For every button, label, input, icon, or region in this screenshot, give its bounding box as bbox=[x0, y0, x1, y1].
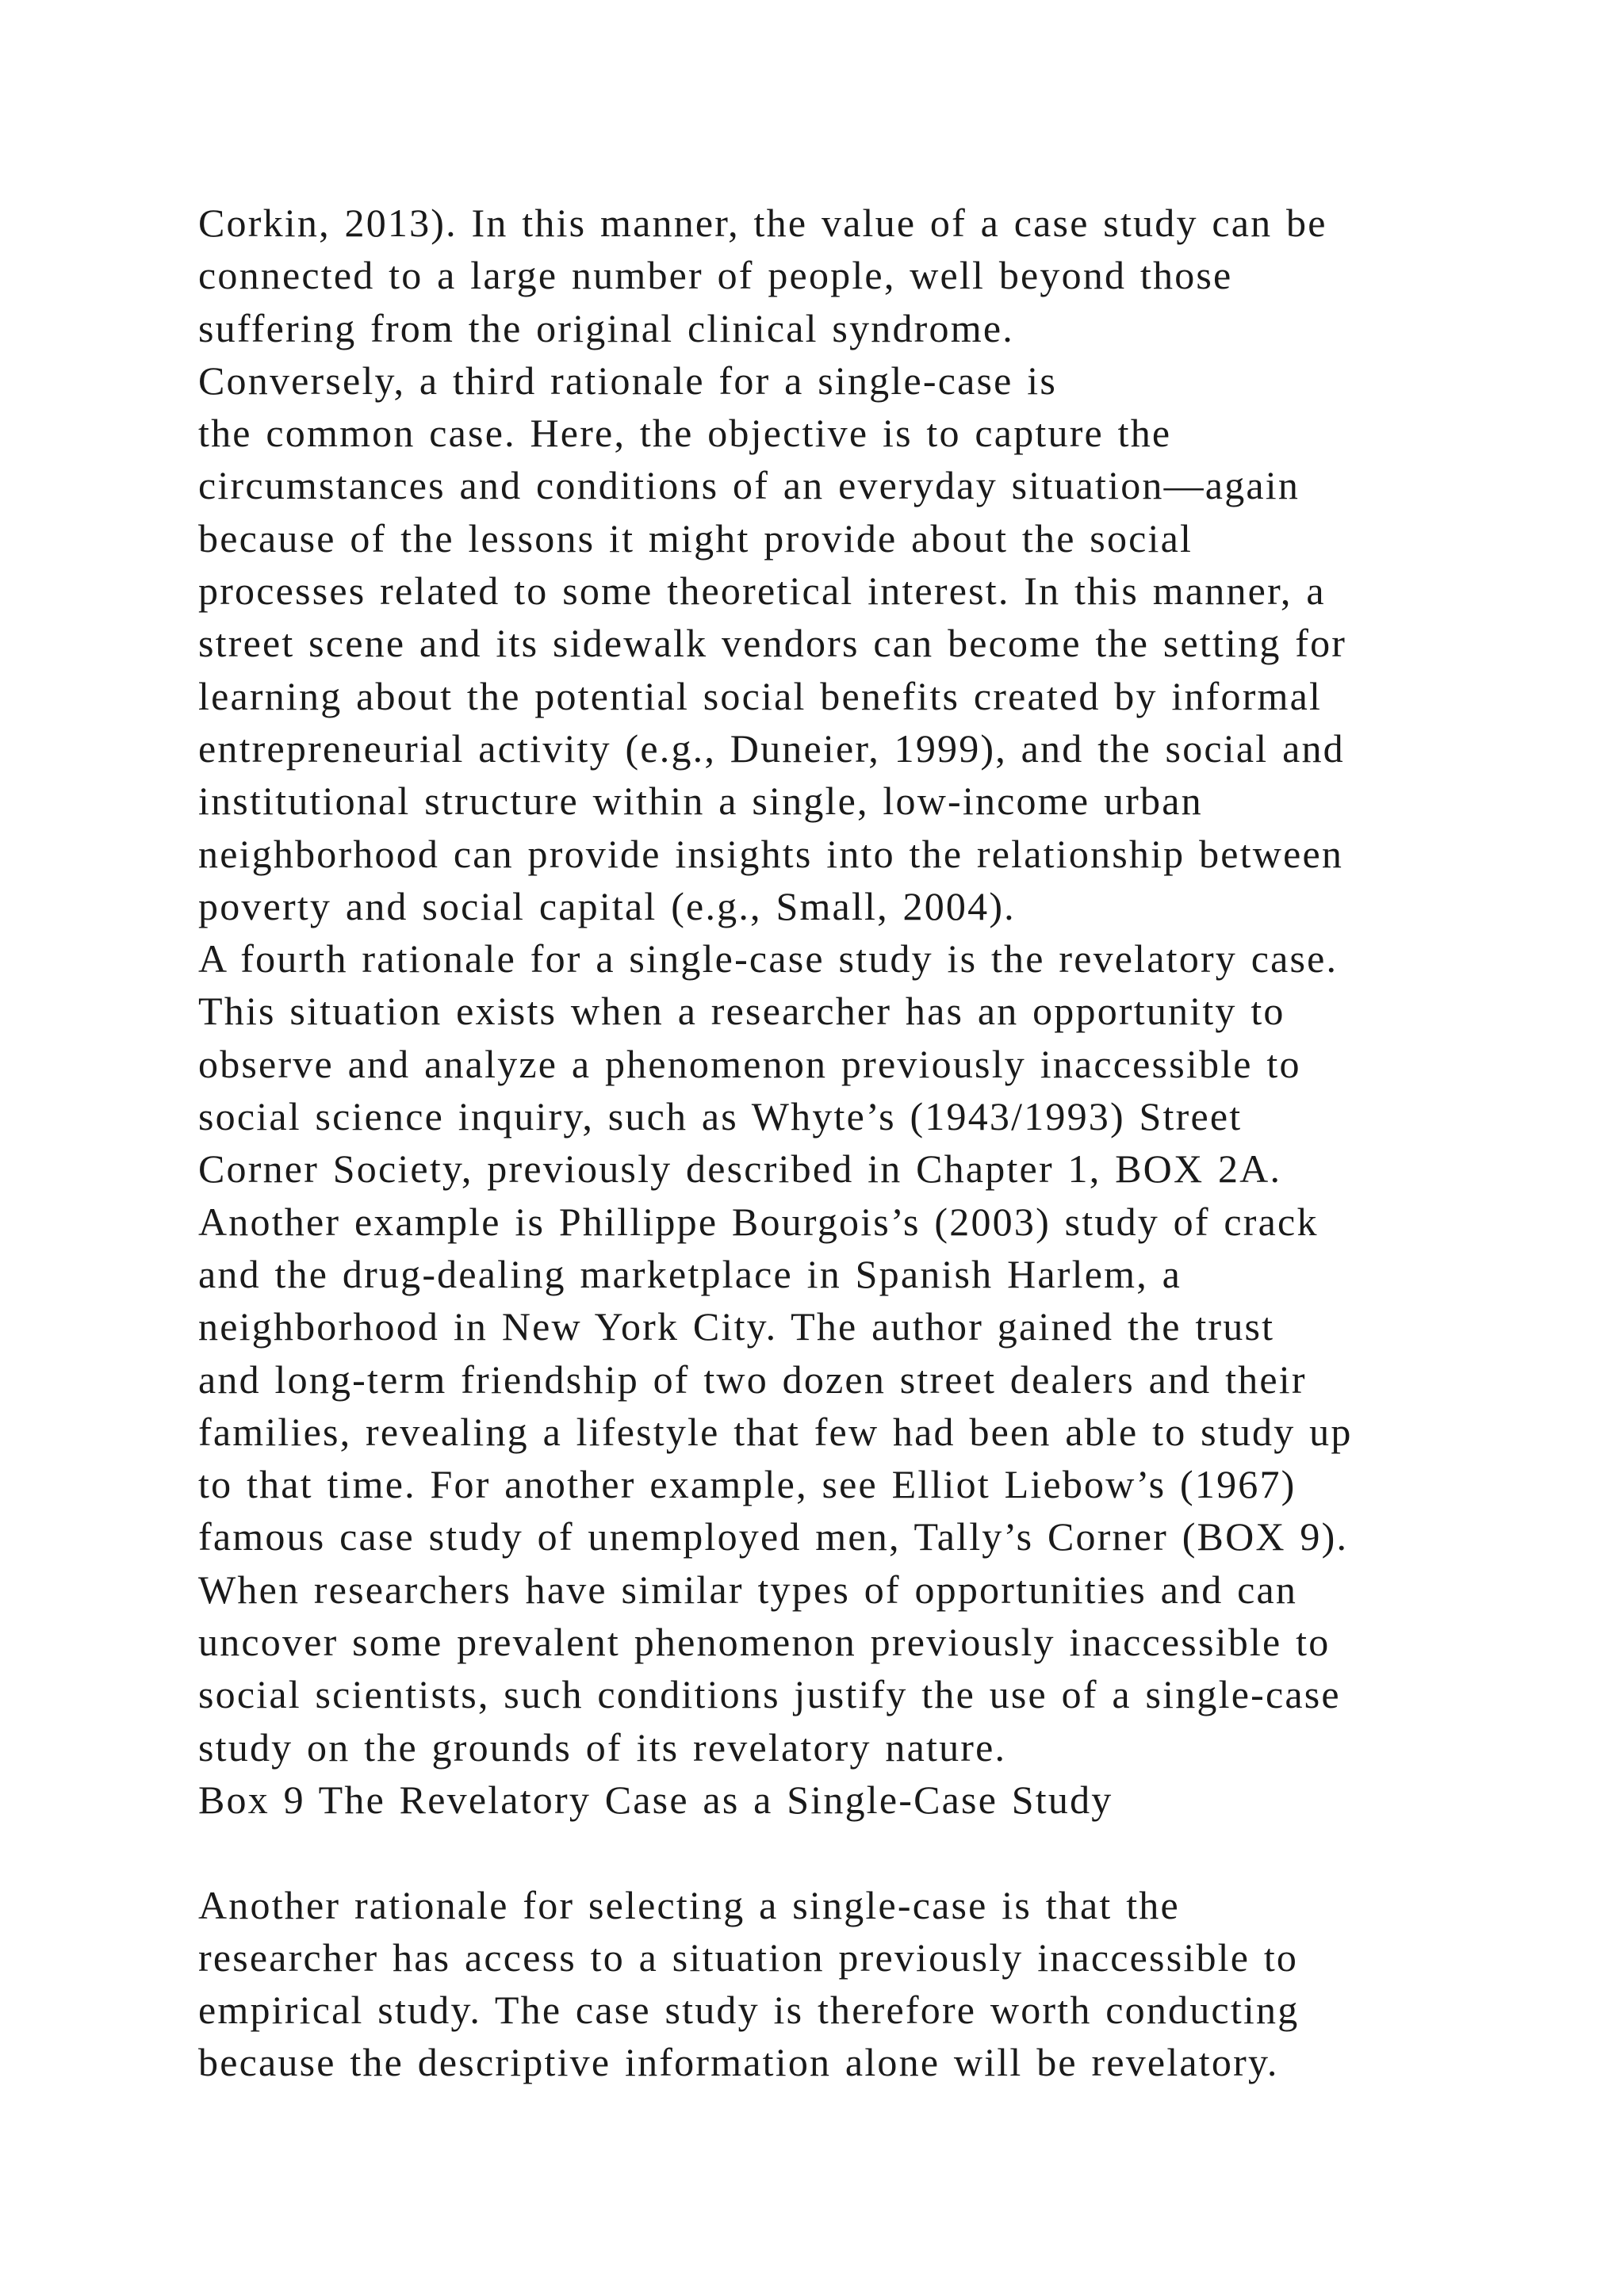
text-line: to that time. For another example, see Elliot Liebow’s (1967) bbox=[198, 1462, 1297, 1507]
text-line: suffering from the original clinical syndrome. bbox=[198, 305, 1014, 350]
text-line: circumstances and conditions of an everyday situation—again bbox=[198, 463, 1300, 508]
text-line: because the descriptive information alone will be revelatory. bbox=[198, 2040, 1279, 2085]
text-line: poverty and social capital (e.g., Small, 2004). bbox=[198, 883, 1016, 928]
text-line: learning about the potential social benefits created by informal bbox=[198, 673, 1323, 718]
box-heading: Box 9 The Revelatory Case as a Single-Case Study bbox=[198, 1777, 1113, 1822]
text-line: neighborhood in New York City. The author gained the trust bbox=[198, 1304, 1275, 1349]
paragraph-gap bbox=[198, 1826, 1546, 1878]
text-line: When researchers have similar types of opportunities and can bbox=[198, 1567, 1298, 1612]
text-line: entrepreneurial activity (e.g., Duneier, 1999), and the social and bbox=[198, 725, 1345, 771]
text-line: social scientists, such conditions justify the use of a single-case bbox=[198, 1672, 1341, 1717]
text-line: study on the grounds of its revelatory nature. bbox=[198, 1724, 1007, 1770]
text-line: Corkin, 2013). In this manner, the value of a case study can be bbox=[198, 201, 1327, 245]
text-line: Conversely, a third rationale for a single-case is bbox=[198, 358, 1057, 403]
text-line: researcher has access to a situation previously inaccessible to bbox=[198, 1934, 1299, 1980]
text-line: connected to a large number of people, well beyond those bbox=[198, 253, 1233, 298]
text-line: Another example is Phillippe Bourgois’s (2003) study of crack bbox=[198, 1199, 1319, 1244]
text-line: Another rationale for selecting a single-case is that the bbox=[198, 1882, 1180, 1927]
text-line: institutional structure within a single, low-income urban bbox=[198, 779, 1203, 824]
text-line: social science inquiry, such as Whyte’s (1943/1993) Street bbox=[198, 1094, 1243, 1139]
text-line: empirical study. The case study is therefore worth conducting bbox=[198, 1988, 1300, 2033]
text-line: because of the lessons it might provide about the social bbox=[198, 515, 1193, 561]
text-line: famous case study of unemployed men, Tally’s Corner (BOX 9). bbox=[198, 1514, 1349, 1559]
text-line: uncover some prevalent phenomenon previously inaccessible to bbox=[198, 1620, 1331, 1665]
text-line: and long-term friendship of two dozen street dealers and their bbox=[198, 1357, 1307, 1402]
body-text bbox=[198, 197, 1546, 2089]
text-line: the common case. Here, the objective is to capture the bbox=[198, 411, 1172, 456]
text-line: Corner Society, previously described in Chapter 1, BOX 2A. bbox=[198, 1146, 1282, 1192]
text-line: This situation exists when a researcher has an opportunity to bbox=[198, 989, 1285, 1034]
text-line: processes related to some theoretical interest. In this manner, a bbox=[198, 568, 1326, 614]
text-line: street scene and its sidewalk vendors can become the setting for bbox=[198, 621, 1347, 666]
text-line: observe and analyze a phenomenon previously inaccessible to bbox=[198, 1041, 1301, 1086]
text-line: A fourth rationale for a single-case study is the revelatory case. bbox=[198, 936, 1339, 982]
text-line: families, revealing a lifestyle that few had been able to study up bbox=[198, 1409, 1353, 1454]
text-line: neighborhood can provide insights into the relationship between bbox=[198, 831, 1344, 876]
text-line: and the drug-dealing marketplace in Spanish Harlem, a bbox=[198, 1251, 1182, 1296]
